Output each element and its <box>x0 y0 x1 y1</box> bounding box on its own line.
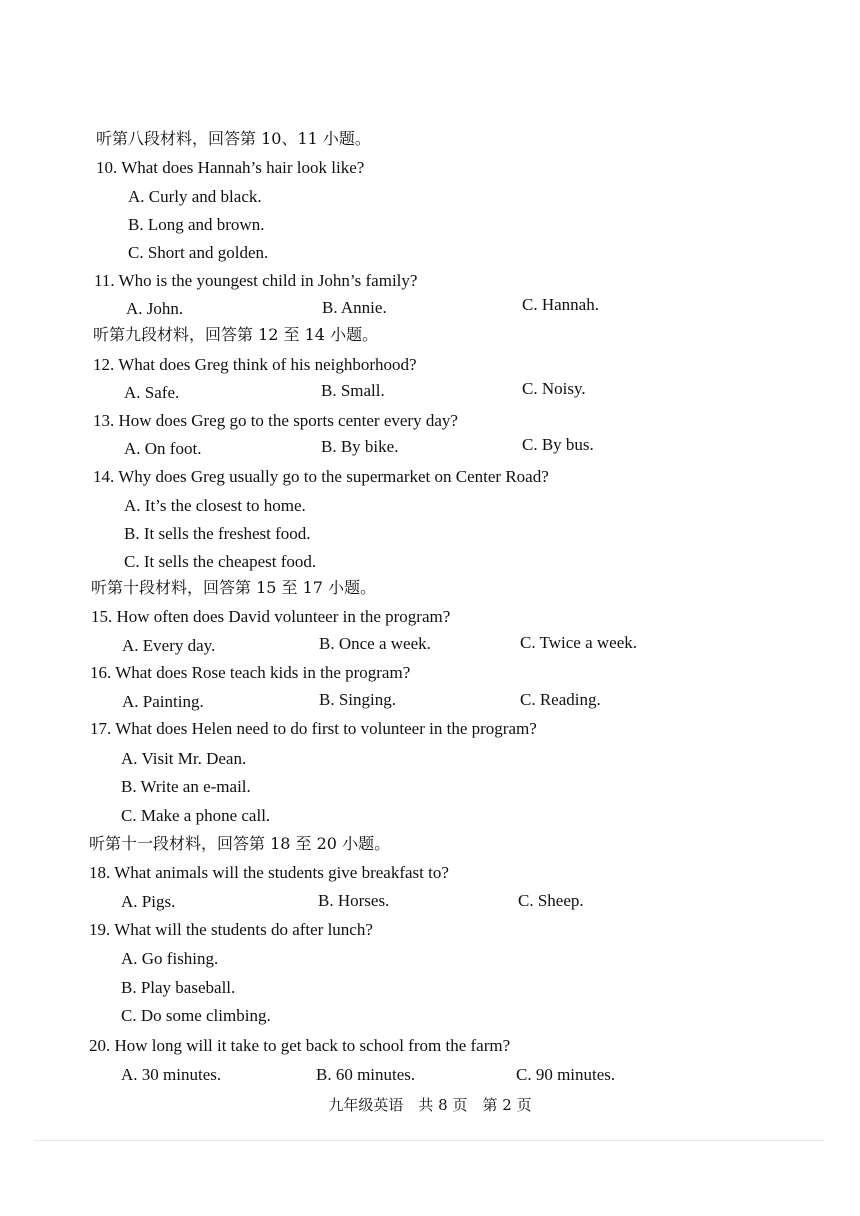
option: A. John. <box>126 299 184 318</box>
option: A. Every day. <box>122 636 216 655</box>
page-footer: 九年级英语 共 8 页 第 2 页 <box>328 1096 532 1114</box>
option: B. By bike. <box>321 437 399 456</box>
question-stem: 18. What animals will the students give breakfast to? <box>89 863 449 882</box>
page-edge-divider <box>34 1140 824 1141</box>
option: C. Do some climbing. <box>121 1006 271 1025</box>
option: B. Write an e-mail. <box>121 777 251 796</box>
option: B. Long and brown. <box>128 215 265 234</box>
option: A. Painting. <box>122 692 204 711</box>
option: C. By bus. <box>522 435 594 454</box>
question-stem: 19. What will the students do after lunch? <box>89 920 373 939</box>
question-stem: 10. What does Hannah’s hair look like? <box>96 158 365 177</box>
option: C. Hannah. <box>522 295 599 314</box>
option: A. Curly and black. <box>128 187 262 206</box>
option: B. Play baseball. <box>121 978 236 997</box>
option: B. Annie. <box>322 298 387 317</box>
option: C. Reading. <box>520 690 601 709</box>
option: A. Pigs. <box>121 892 176 911</box>
question-stem: 11. Who is the youngest child in John’s family? <box>94 271 418 290</box>
option: A. Safe. <box>124 383 180 402</box>
option: C. Twice a week. <box>520 633 637 652</box>
option: B. Small. <box>321 381 385 400</box>
option: B. Horses. <box>318 891 390 910</box>
question-stem: 17. What does Helen need to do first to volunteer in the program? <box>90 719 537 738</box>
option: C. Short and golden. <box>128 243 269 262</box>
option: B. It sells the freshest food. <box>124 524 311 543</box>
section-header: 听第八段材料，回答第 10、11 小题。 <box>96 129 371 148</box>
option: A. On foot. <box>124 439 202 458</box>
option: C. Noisy. <box>522 379 586 398</box>
section-header: 听第十一段材料，回答第 18 至 20 小题。 <box>89 834 391 853</box>
option: B. Once a week. <box>319 634 431 653</box>
option: C. It sells the cheapest food. <box>124 552 317 571</box>
option: C. Make a phone call. <box>121 806 271 825</box>
question-stem: 12. What does Greg think of his neighborhood? <box>93 355 417 374</box>
section-header: 听第九段材料，回答第 12 至 14 小题。 <box>93 325 379 344</box>
option: C. 90 minutes. <box>516 1065 616 1084</box>
question-stem: 14. Why does Greg usually go to the supermarket on Center Road? <box>93 467 549 486</box>
option: A. It’s the closest to home. <box>124 496 306 515</box>
option: B. 60 minutes. <box>316 1065 416 1084</box>
question-stem: 15. How often does David volunteer in the program? <box>91 607 451 626</box>
question-stem: 16. What does Rose teach kids in the program? <box>90 663 411 682</box>
option: C. Sheep. <box>518 891 584 910</box>
option: A. Visit Mr. Dean. <box>121 749 247 768</box>
section-header: 听第十段材料，回答第 15 至 17 小题。 <box>91 578 377 597</box>
question-stem: 13. How does Greg go to the sports center every day? <box>93 411 458 430</box>
question-stem: 20. How long will it take to get back to school from the farm? <box>89 1036 511 1055</box>
option: B. Singing. <box>319 690 396 709</box>
option: A. 30 minutes. <box>121 1065 222 1084</box>
option: A. Go fishing. <box>121 949 219 968</box>
